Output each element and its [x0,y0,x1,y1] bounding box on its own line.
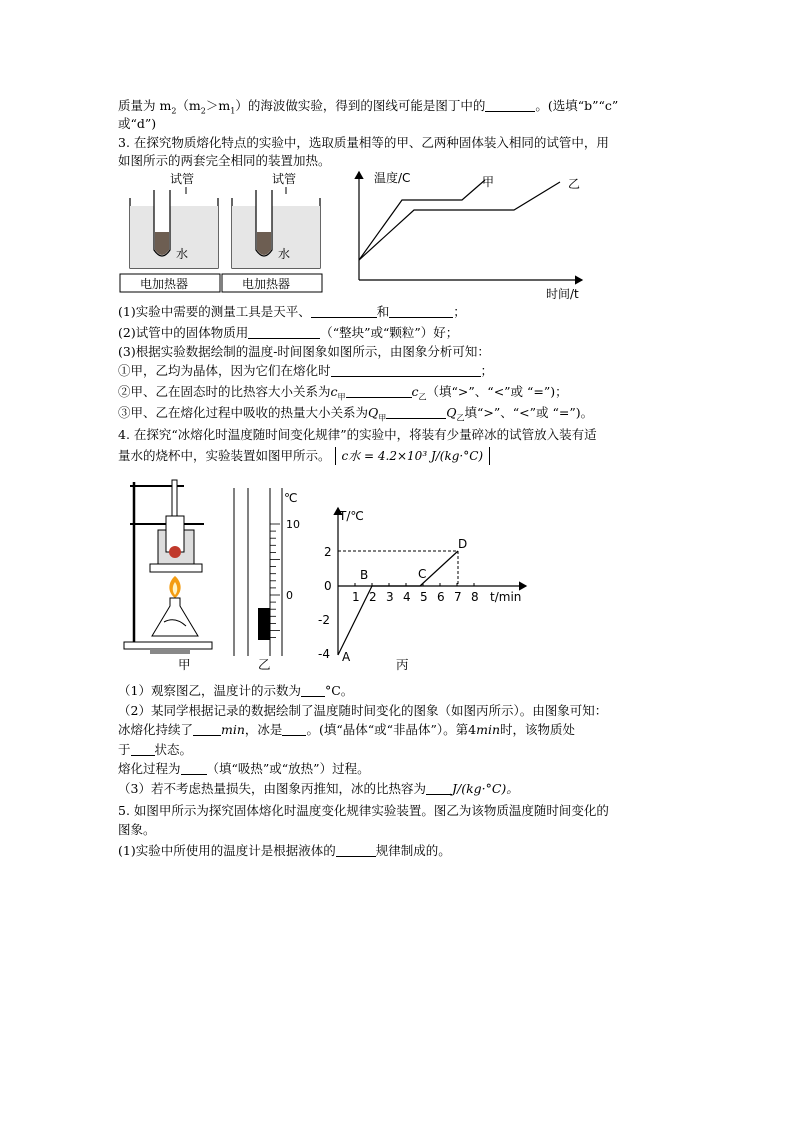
curve-label-yi: 乙 [568,177,581,191]
figure-caption: 乙 [258,657,271,672]
text: 5. 如图甲所示为探究固体熔化时温度变化规律实验装置。图乙为该物质温度随时间变化的 [118,803,609,818]
text-line [118,741,192,759]
text: （3）若不考虑热量损失，由图象丙推知，冰的比热容为 [118,781,426,796]
scale-label: 0 [286,589,293,602]
text: 。(选填“b”“c” [535,98,619,113]
text: （“整块”或“颗粒”）好； [320,325,459,340]
text: 规律制成的。 [375,843,451,858]
text-line [118,404,593,428]
text: 图象。 [118,822,156,837]
water-label: 水 [176,247,189,261]
answer-blank[interactable] [331,363,481,377]
heater-label: 电加热器 [242,277,291,291]
answer-blank[interactable] [282,722,306,736]
point-label-A: A [342,650,351,664]
point-label-C: C [418,567,427,581]
thermometer-scale [228,484,298,664]
subscript: 2 [171,106,177,116]
text: 于 [118,742,131,757]
y-tick-label: 0 [324,579,332,593]
text-line [118,324,458,342]
answer-blank[interactable] [346,384,412,398]
x-tick-label: 7 [454,590,462,604]
symbol: c [330,384,338,399]
text-line [118,760,370,778]
liquid-column [258,608,270,640]
ice-sample [169,546,181,558]
text-line [118,702,607,720]
text: （m [176,98,201,113]
x-tick-label: 6 [437,590,445,604]
text-line [118,343,490,361]
text: 熔化过程为 [118,761,181,776]
text-line [118,842,451,860]
question-4-line [118,426,597,444]
unit-label: ℃ [284,491,298,505]
text: 量水的烧杯中，实验装置如图甲所示。 [118,448,331,463]
tube-label: 试管 [170,172,195,186]
text: (1)实验中需要的测量工具是天平、 [118,304,311,319]
text: ； [480,363,494,378]
figure-caption: 甲 [178,657,191,672]
x-tick-label: 3 [386,590,394,604]
specific-heat-formula: c水 = 4.2×10³ J/(kg·°C) [335,447,491,465]
text-line [118,447,490,465]
answer-blank[interactable] [389,304,453,318]
text: ＞m [205,98,231,113]
x-tick-label: 4 [403,590,411,604]
heater-label: 电加热器 [140,277,189,291]
text: ②甲、乙在固态时的比热容大小关系为 [118,384,331,399]
x-tick-label: 1 [352,590,360,604]
text-line [118,152,331,170]
text: （填“>”、“<”或 “=”)； [426,384,568,399]
alcohol-lamp [152,598,198,636]
answer-blank[interactable] [301,683,325,697]
subscript: 2 [200,106,206,116]
text: ，冰是 [244,722,283,737]
point-label-B: B [360,568,369,582]
text: ①甲，乙均为晶体，因为它们在熔化时 [118,363,331,378]
answer-blank[interactable] [248,325,320,339]
y-tick-label: -2 [318,613,330,627]
text: 和 [376,304,390,319]
scale-label: 10 [286,518,300,531]
text-line [118,821,156,839]
figure-caption: 丙 [396,657,409,672]
text-line [118,383,568,407]
text: ）的海波做实验，得到的图线可能是图丁中的 [235,98,486,113]
text-line [118,682,353,700]
y-axis-label: T/℃ [339,509,364,523]
text: 状态。 [154,742,193,757]
y-tick-label: -4 [318,647,330,661]
answer-blank[interactable] [485,98,535,112]
symbol: c [411,384,419,399]
answer-blank[interactable] [336,843,376,857]
text: 3. 在探究物质熔化特点的实验中，选取质量相等的甲、乙两种固体装入相同的试管中，用 [118,135,609,150]
answer-blank[interactable] [311,304,377,318]
water-label: 水 [278,247,291,261]
text: （1）观察图乙，温度计的示数为 [118,683,301,698]
temperature-time-graph [350,168,600,302]
text: 。(填“晶体“或“非晶体”）。第4 [306,722,477,737]
text: 填“>”、“<”或 “=”)。 [464,405,594,420]
question-5-line [118,802,609,820]
answer-blank[interactable] [181,761,207,775]
text: (3)根据实验数据绘制的温度-时间图象如图所示，由图象分析可知： [118,344,490,359]
subscript: 乙 [418,392,427,402]
text-line [118,362,493,380]
water [130,206,218,268]
text: °C。 [324,683,354,698]
unit: J/(kg·°C)。 [451,781,519,796]
answer-blank[interactable] [193,722,221,736]
subscript: 1 [230,106,236,116]
stand-base [124,642,212,649]
x-tick-label: 5 [420,590,428,604]
symbol: Q [446,405,457,420]
ice-temperature-graph [312,500,530,662]
answer-blank[interactable] [386,405,446,419]
text: 冰熔化持续了 [118,722,194,737]
question-3-line [118,134,609,152]
gauze [150,564,202,572]
scale-ticks [270,524,280,638]
subscript: 甲 [378,413,387,423]
text-line [118,97,618,121]
subscript: 甲 [337,392,346,402]
subscript: 乙 [456,413,465,423]
text: ③甲、乙在熔化过程中吸收的热量大小关系为 [118,405,369,420]
text: （2）某同学根据记录的数据绘制了温度随时间变化的图象（如图丙所示）。由图象可知： [118,703,608,718]
curve-jia [359,180,485,260]
unit: min [476,722,500,737]
heater-apparatus-figure [118,170,348,298]
base-shadow [150,649,190,654]
point-label-D: D [458,537,468,551]
x-axis-label: t/min [490,590,522,604]
text: 时，该物质处 [500,722,576,737]
text: 或“d”) [118,116,157,131]
solid-sample [155,232,169,255]
text-line [118,115,156,133]
answer-blank[interactable] [426,781,452,795]
x-axis-label: 时间/t [546,287,579,301]
text: (2)试管中的固体物质用 [118,325,249,340]
y-axis-label: 温度/C [374,171,411,185]
y-tick-label: 2 [324,545,332,559]
symbol: Q [368,405,379,420]
text-line [118,780,519,798]
solid-sample [257,232,271,255]
x-tick-label: 2 [369,590,377,604]
unit: min [221,722,245,737]
x-tick-label: 8 [471,590,479,604]
tube-label: 试管 [272,172,297,186]
text: 如图所示的两套完全相同的装置加热。 [118,153,331,168]
text: 质量为 m [118,98,172,113]
text: (1)实验中所使用的温度计是根据液体的 [118,843,336,858]
answer-blank[interactable] [131,742,155,756]
text: （填“吸热”或“放热”）过程。 [206,761,370,776]
text-line [118,303,466,321]
curve-label-jia: 甲 [482,175,495,189]
text: 4. 在探究“冰熔化时温度随时间变化规律”的实验中，将装有少量碎冰的试管放入装有适 [118,427,597,442]
ice-melting-apparatus [120,476,215,676]
text-line [118,721,575,739]
curve-yi [359,182,560,260]
text: ； [453,304,466,319]
water [232,206,320,268]
